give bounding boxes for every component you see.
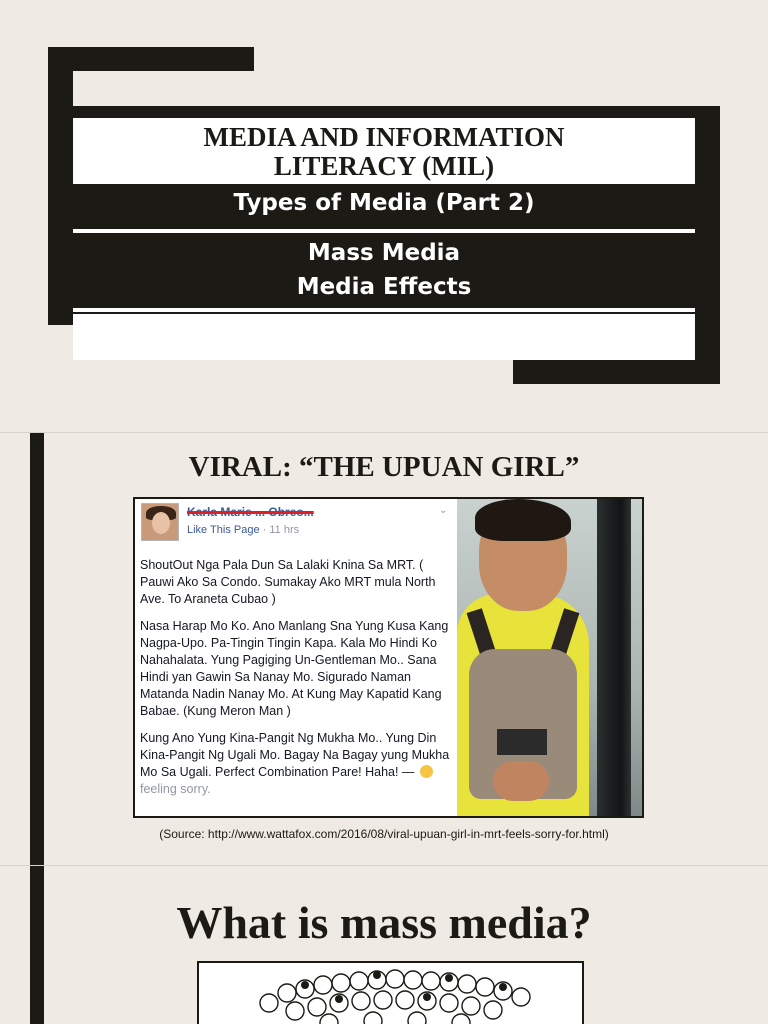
mass-media-title: What is mass media? [176,897,592,948]
frame-top-bar [48,47,254,71]
crowd-sketch [199,963,584,1024]
frame-bottom-right-bar [513,360,720,384]
post-paragraph-2: Nasa Harap Mo Ko. Ano Manlang Sna Yung Kusa Kang Nagpa-Upo. Pa-Tingin Tingin Kapa. Kala Mo Hindi Ko Nahahalata. Yung Pagiging Un-Gentleman Mo.. Sana Hindi yan Gawin Sa Nanay Mo. Sigurado Naman Matanda Nadin Nanay Mo. At Kung May Kapatid Kang Babae. (Kung Meron Man ) [140,619,449,718]
post-paragraph-3 [140,730,454,798]
post-content [135,499,457,816]
viral-title: VIRAL: “THE UPUAN GIRL” [188,451,580,483]
like-page-link: Like This Page [187,524,260,536]
divider-line [73,229,695,233]
sad-face-icon [420,765,433,778]
topic-media-effects: Media Effects [296,274,472,300]
chevron-down-icon: ⌄ [439,505,448,516]
title-strip [73,118,695,184]
viral-slide [0,433,768,865]
crowd-illustration [197,961,584,1024]
post-time: 11 hrs [269,524,300,536]
source-citation: (Source: http://www.wattafox.com/2016/08/viral-upuan-girl-in-mrt-feels-sorry-for.html) [159,827,609,841]
post-meta: Like This Page · 11 hrs [187,524,300,536]
post-body [140,557,454,808]
post-author: Karla Marie ... Obreo... [187,505,314,519]
post-paragraph-3-text: Kung Ano Yung Kina-Pangit Ng Mukha Mo.. Yung Din Kina-Pangit Ng Ugali Mo. Bagay Na Bagay yung Mukha Mo Sa Ugali. Perfect Combination Pare! Haha! — [140,731,450,779]
mass-media-slide [0,866,768,1024]
mrt-passenger-photo [457,499,644,816]
bottom-divider-line [73,308,695,312]
post-feeling: feeling sorry. [140,782,211,796]
topic-mass-media: Mass Media [307,240,461,266]
title-line-2: LITERACY (MIL) [273,151,495,181]
post-paragraph-1: ShoutOut Nga Pala Dun Sa Lalaki Knina Sa MRT. ( Pauwi Ako Sa Condo. Sumakay Ako MRT mula North Ave. To Araneta Cubao ) [140,558,436,606]
facebook-post-screenshot [133,497,644,818]
subtitle: Types of Media (Part 2) [233,190,535,216]
title-line-1: MEDIA AND INFORMATION [203,122,565,152]
avatar [141,503,179,541]
bottom-white-strip [73,314,695,360]
title-slide [0,0,768,432]
left-rule [30,433,44,865]
